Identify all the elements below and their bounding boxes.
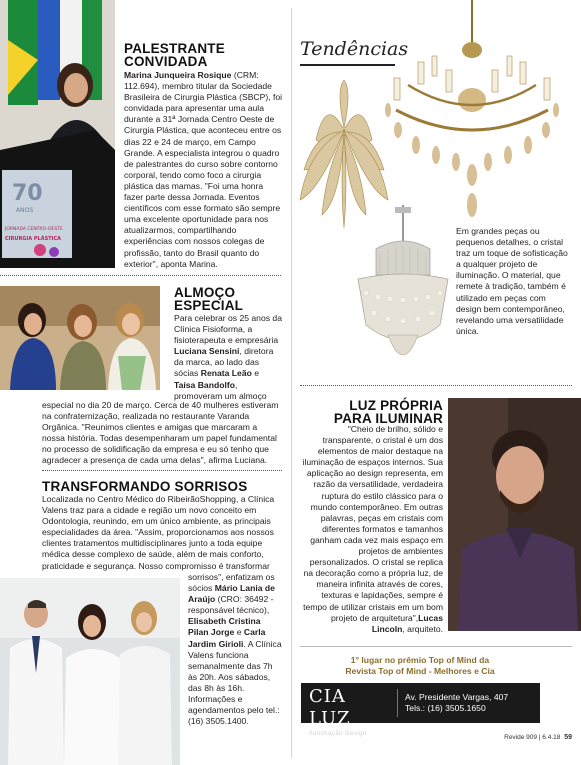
almoco-heading-line1: ALMOÇO: [174, 285, 236, 300]
ad-phone: Tels.: (16) 3505.1650: [405, 703, 486, 713]
brand-name: CIA LUZ: [309, 686, 351, 729]
section-divider-2: [42, 470, 282, 471]
lunch-photo-art: [0, 286, 160, 390]
award-line2: Revista Top of Mind - Melhores e Cia: [345, 665, 495, 676]
sorrisos-name-mario: Mário Lania de Araújo: [188, 583, 275, 605]
luz-author: Lucas Lincoln: [371, 612, 443, 634]
sorrisos-col-3: e: [234, 627, 244, 638]
sorrisos-body-side: [188, 572, 283, 727]
luz-body: [300, 424, 443, 635]
luz-quote: "Cheio de brilho, sólido e transparente, o cristal é um dos elementos de maior destaque na iluminação de espaços internos. Sua aplicação ao design representa, em razão da versatilidade, verdadeira ruptura do estilo clássico para o mundo contemporâneo. Em outras palavras, peças em cristais com diferentes formatos e tamanhos ganham cada vez mais espaço em projetos de ambientes personalizados. O cristal se replica na decoração como a própria luz, de maneira infinita através de cores, texturas e lapidações, sempre é tempo de utilizar cristais em um bom projeto de arquitetura",: [302, 424, 443, 623]
palestrante-body: [124, 70, 284, 270]
palestrante-text: (CRM: 112.694), membro titular da Sociedade Brasileira de Cirurgia Plástica (SBCP), foi convidada para apresentar uma aula durante a 31ª Jornada Centro Oeste de Cirurgia Plástica, que aconteceu entre os dias 22 e 24 de março, em Campo Grande. A especialista integrou o quadro de palestrantes do curso sobre contorno corporal, tendo como foco a cirurgia plástica das mamas. "Foi uma honra fazer parte dessa Jornada. Eventos científicos com esse formato são sempre uma excelente oportunidade para nos atualizarmos, compartilhando experiências com nossos colegas de profissão, tanto do Brasil quanto do exterior", aponta Marina.: [124, 70, 283, 269]
award-line1: 1° lugar no prêmio Top of Mind da: [350, 655, 490, 665]
sorrisos-col-1: sorrisos", enfatizam os sócios: [188, 572, 275, 594]
tendencias-title: Tendências: [300, 38, 409, 60]
section-divider-3: [300, 385, 572, 386]
section-divider-1: [0, 275, 281, 276]
almoco-promoveram: , promoveram um almoço: [174, 379, 267, 401]
sorrisos-col-4: . A Clínica Valens funciona semanalmente das 7h às 20h. Aos sábados, das 8h às 16h. Informações e agendamentos pelo tel.: (16) 3505.1400.: [188, 638, 282, 727]
speaker-photo: [0, 0, 115, 268]
award-text: [300, 655, 540, 676]
almoco-body-side: [174, 313, 282, 402]
palestrante-heading-line1: PALESTRANTE: [124, 41, 225, 56]
almoco-mid: , diretora da marca, ao lado das sócias: [174, 346, 274, 379]
tendencias-body: Em grandes peças ou pequenos detalhes, o cristal traz um toque de sofisticação a qualquer projeto de iluminação. O material, que remete à tradição, também é utilizado em peças com design bem contemporâneo, revelando uma versatilidade única.: [456, 226, 568, 336]
footer-folio: Revide 909 | 6.4.18: [504, 734, 561, 741]
palestrante-name: Marina Junqueira Rosique: [124, 70, 232, 80]
banner-caption-1: JORNADA CENTRO-OESTE: [5, 227, 63, 232]
luz-author-role: , arquiteto.: [402, 623, 443, 634]
brand-tagline: Iluminação Design: [309, 731, 367, 737]
dentists-photo: [0, 578, 180, 765]
sorrisos-heading: TRANSFORMANDO SORRISOS: [42, 479, 248, 494]
palestrante-heading: [124, 42, 284, 68]
architect-photo-art: [448, 398, 581, 631]
lunch-photo: [0, 286, 160, 390]
ad-divider: [397, 689, 398, 717]
banner-caption-2: CIRURGIA PLÁSTICA: [5, 236, 61, 242]
ad-contact: [405, 692, 537, 714]
banner-number: 70: [12, 181, 43, 206]
almoco-body-full: [42, 400, 282, 467]
luz-heading: [300, 399, 443, 425]
chandeliers-art: [296, 0, 581, 232]
sorrisos-body-full: Localizada no Centro Médico do RibeirãoShopping, a Clínica Valens traz para a cidade e região um novo conceito em Odontologia, reunindo, em um único ambiente, as principais especialidades da área. "Assim, proporcionamos aos nossos clientes tratamentos multidisciplinares junto a toda equipe médica desse complexo de saúde, além de mais conforto, praticidade e segurança. Nosso compromisso é transformar: [42, 494, 275, 571]
almoco-rest: especial no dia 20 de março. Cerca de 40 mulheres estiveram na confraternização, realizada no restaurante Varanda Orgânica. "Reunimos clientes e amigas que marcaram a nossa história. Todas desempenharam um papel fundamental no processo de solidificação da empresa e eu só tenho que agradecer a presença de cada uma delas", afirma Luciana.: [42, 400, 279, 466]
ad-address: Av. Presidente Vargas, 407: [405, 692, 509, 702]
candle-chandelier-icon: [385, 0, 559, 217]
page-footer: [440, 734, 572, 741]
section-divider-4: [300, 646, 572, 647]
sorrisos-name-carla: Carla Jardim Girioli: [188, 627, 266, 649]
almoco-name-renata: Renata Leão: [200, 368, 252, 379]
palestrante-heading-line2: CONVIDADA: [124, 54, 208, 69]
sorrisos-col-2: (CRO: 36492 - responsável técnico),: [188, 594, 274, 616]
almoco-name-taisa: Taísa Bandolfo: [174, 379, 235, 390]
dentists-photo-art: [0, 578, 180, 765]
sorrisos-name-elisabeth: Elisabeth Cristina Pilan Jorge: [188, 616, 261, 638]
almoco-heading: [174, 286, 284, 312]
luz-heading-line2: PARA ILUMINAR: [333, 411, 443, 426]
almoco-heading-line2: ESPECIAL: [174, 298, 244, 313]
almoco-intro: Para celebrar os 25 anos da Clínica Fisioforma, a fisioterapeuta e empresária: [174, 313, 282, 346]
almoco-and: e: [251, 368, 260, 379]
crystal-chandelier-icon: [352, 205, 454, 375]
cia-luz-ad: [301, 683, 540, 737]
architect-photo: [448, 398, 581, 631]
almoco-name-luciana: Luciana Sensini: [174, 346, 240, 357]
page-number: 59: [564, 734, 572, 741]
luz-heading-line1: LUZ PRÓPRIA: [349, 398, 443, 413]
column-divider: [291, 8, 292, 758]
banner-word: ANOS: [16, 207, 34, 214]
brand-logo: [309, 686, 391, 737]
speaker-photo-art: [0, 0, 115, 268]
